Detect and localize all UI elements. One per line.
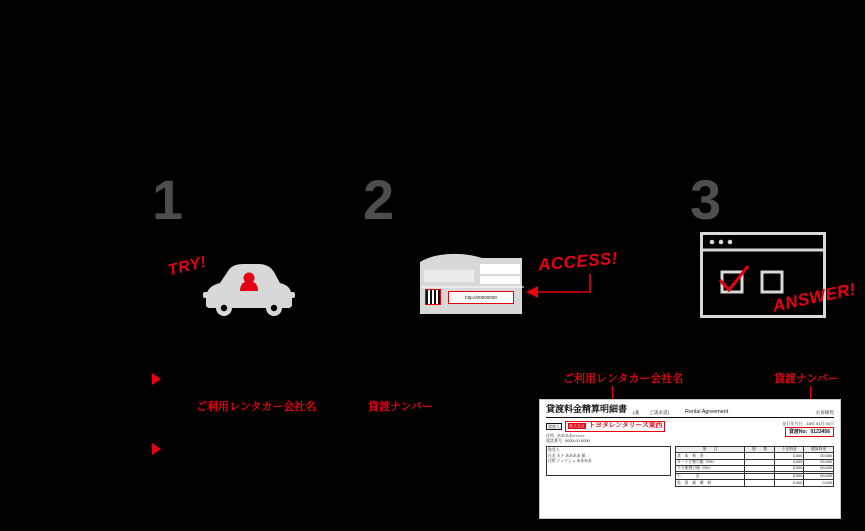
cell-total: 0,000	[804, 480, 834, 486]
cell-item: 基 本 料 金	[675, 453, 744, 459]
receipt-customer-row-1-value: ああああ	[576, 459, 592, 464]
cell-shortage: 0,000	[774, 453, 804, 459]
cell-item: 小 計	[675, 473, 744, 479]
cell-item: 免 責 補 償 料	[675, 480, 744, 486]
receipt-phone-value: 0000-00-0000	[565, 438, 590, 443]
receipt-company-box	[565, 421, 665, 432]
callout-company-name: ご利用レンタカー会社名	[563, 373, 684, 385]
receipt-customer-row-0-kana: カナ	[556, 453, 565, 458]
table-row	[675, 480, 833, 486]
receipt-customer-row-1-label: 住所	[548, 459, 556, 464]
qr-code-icon	[426, 290, 440, 304]
cell-total: 00,000	[804, 465, 834, 471]
receipt-phone-label: 電話番号	[546, 438, 562, 443]
step-number-1: 1	[152, 168, 183, 231]
step-number-3: 3	[690, 168, 721, 231]
cell-shortage: 0,000	[774, 459, 804, 465]
cell-item: カーナビ割引額（0%）	[675, 459, 744, 465]
receipt-customer-box	[546, 446, 671, 476]
cell-total: 00,000	[804, 453, 834, 459]
car-icon	[200, 255, 296, 317]
cell-total: 00,000	[804, 459, 834, 465]
table-header-2: 不足料金	[774, 447, 804, 453]
field-label-number: 貸渡ナンバー	[368, 401, 433, 413]
cell-total: 00,000	[804, 473, 834, 479]
field-label-company: ご利用レンタカー会社名	[196, 401, 317, 413]
receipt-customer-side-label: 借受人	[548, 448, 560, 452]
receipt-title-suffix: (兼	[633, 409, 640, 415]
receipt-title-row	[546, 404, 834, 418]
receipt-customer-row-1-kana: ジュウショ	[556, 459, 576, 464]
bullet-arrow-icon-2	[152, 443, 161, 455]
receipt-title-en: Rental Agreement	[685, 408, 729, 415]
access-arrow-icon	[524, 272, 592, 306]
table-header-3: 精算料金	[804, 447, 834, 453]
receipt-customer-row-0-value: ああああ 様	[565, 453, 586, 458]
try-label: TRY!	[166, 253, 209, 280]
receipt-company-prefix: 株式会社	[569, 423, 585, 429]
answer-label: ANSWER!	[770, 279, 858, 316]
table-header-1: 個 数	[745, 447, 775, 453]
receipt-address-label: 住所	[546, 433, 554, 438]
rental-agreement-receipt	[540, 400, 840, 518]
receipt-rental-number-value: 0123456	[810, 428, 830, 435]
receipt-customer-row-0-label: 氏名	[548, 453, 556, 458]
receipt-copy-label: お客様控	[815, 409, 834, 415]
cell-shortage: 0,000	[774, 465, 804, 471]
rental-counter-icon	[418, 248, 528, 316]
receipt-address-value: ああああ×××××	[557, 433, 585, 438]
receipt-rental-number-box	[785, 427, 834, 436]
receipt-issuer-label: 貸渡人	[548, 424, 560, 430]
cell-shortage: 0,000	[774, 473, 804, 479]
step-number-2: 2	[363, 168, 394, 231]
access-label: ACCESS!	[537, 248, 619, 275]
access-url-text: http://00000000	[448, 291, 514, 304]
cell-shortage: 0,000	[774, 480, 804, 486]
receipt-charges-table	[675, 446, 834, 487]
receipt-issue-date: 発行年月日：18年 01月 01日	[782, 421, 834, 427]
receipt-title: 貸渡料金精算明細書	[546, 404, 628, 414]
receipt-company-name: トヨタレンタリース東西	[588, 422, 663, 430]
receipt-title-mid: ご請求書)	[649, 409, 670, 415]
table-header-0: 項 目	[675, 447, 744, 453]
receipt-rental-number-label: 貸渡No：	[788, 428, 811, 435]
callout-rental-number: 貸渡ナンバー	[774, 373, 839, 385]
bullet-arrow-icon-1	[152, 373, 161, 385]
cell-count	[745, 480, 775, 486]
cell-item: その他割引額（0%）	[675, 465, 744, 471]
